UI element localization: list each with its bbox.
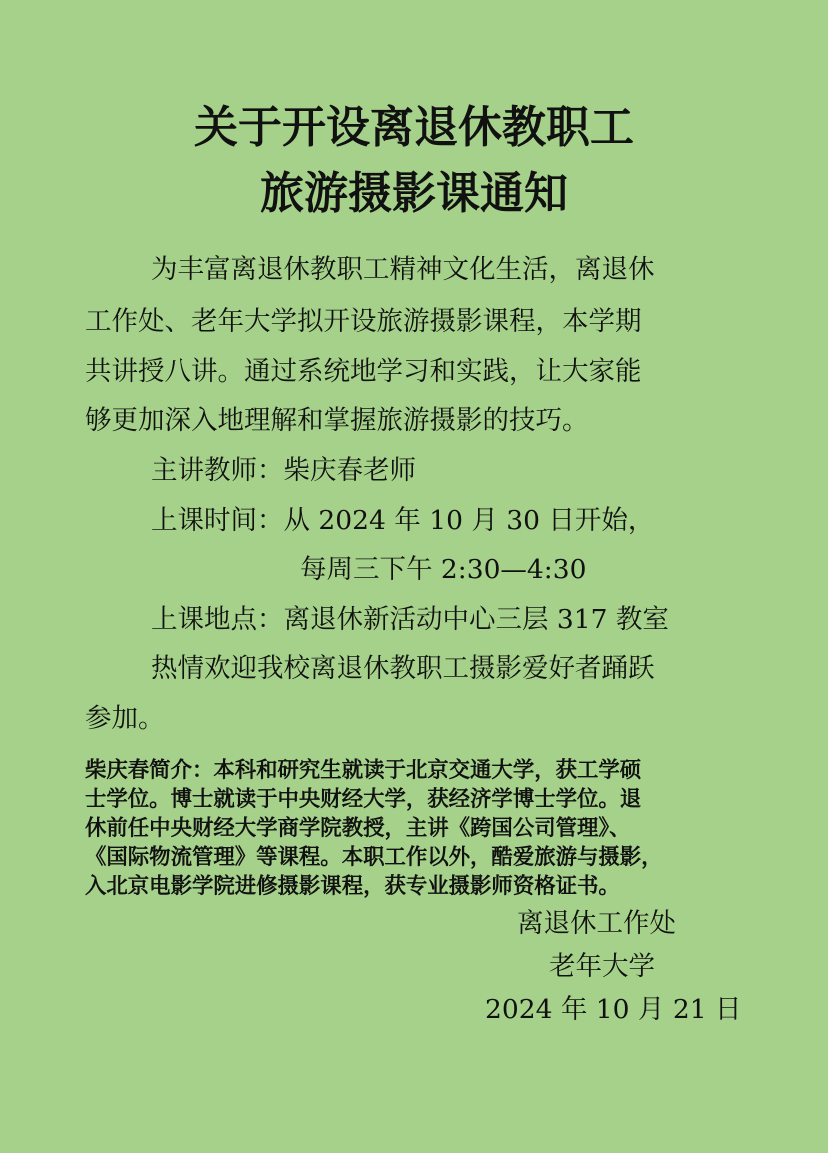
notice-title-line-2: 旅游摄影课通知 (260, 168, 568, 219)
signature-org-2: 老年大学 (549, 951, 655, 982)
signature-org-1: 离退休工作处 (517, 908, 676, 939)
bio-line-2: 士学位。博士就读于中央财经大学，获经济学博士学位。退 (85, 787, 642, 812)
bio-line-5: 入北京电影学院进修摄影课程，获专业摄影师资格证书。 (85, 874, 620, 899)
welcome-line-2: 参加。 (85, 703, 165, 734)
bio-line-4: 《国际物流管理》等课程。本职工作以外，酷爱旅游与摄影， (85, 845, 663, 870)
bio-line-1: 柴庆春简介：本科和研究生就读于北京交通大学，获工学硕 (85, 758, 642, 783)
notice-title-line-1: 关于开设离退休教职工 (194, 102, 634, 153)
paragraph-line-4: 够更加深入地理解和掌握旅游摄影的技巧。 (85, 405, 589, 436)
bio-line-3: 休前任中央财经大学商学院教授，主讲《跨国公司管理》、 (85, 816, 631, 841)
class-location-line: 上课地点：离退休新活动中心三层 317 教室 (151, 604, 669, 635)
teacher-line: 主讲教师：柴庆春老师 (151, 455, 416, 486)
paragraph-line-3: 共讲授八讲。通过系统地学习和实践，让大家能 (85, 356, 642, 387)
paragraph-line-2: 工作处、老年大学拟开设旅游摄影课程，本学期 (85, 306, 642, 337)
welcome-line-1: 热情欢迎我校离退休教职工摄影爱好者踊跃 (151, 653, 655, 684)
class-time-line-2: 每周三下午 2:30—4:30 (300, 554, 587, 585)
paragraph-line-1: 为丰富离退休教职工精神文化生活，离退休 (151, 254, 655, 285)
class-time-line-1: 上课时间：从 2024 年 10 月 30 日开始， (151, 505, 655, 536)
signature-date: 2024 年 10 月 21 日 (485, 994, 742, 1025)
